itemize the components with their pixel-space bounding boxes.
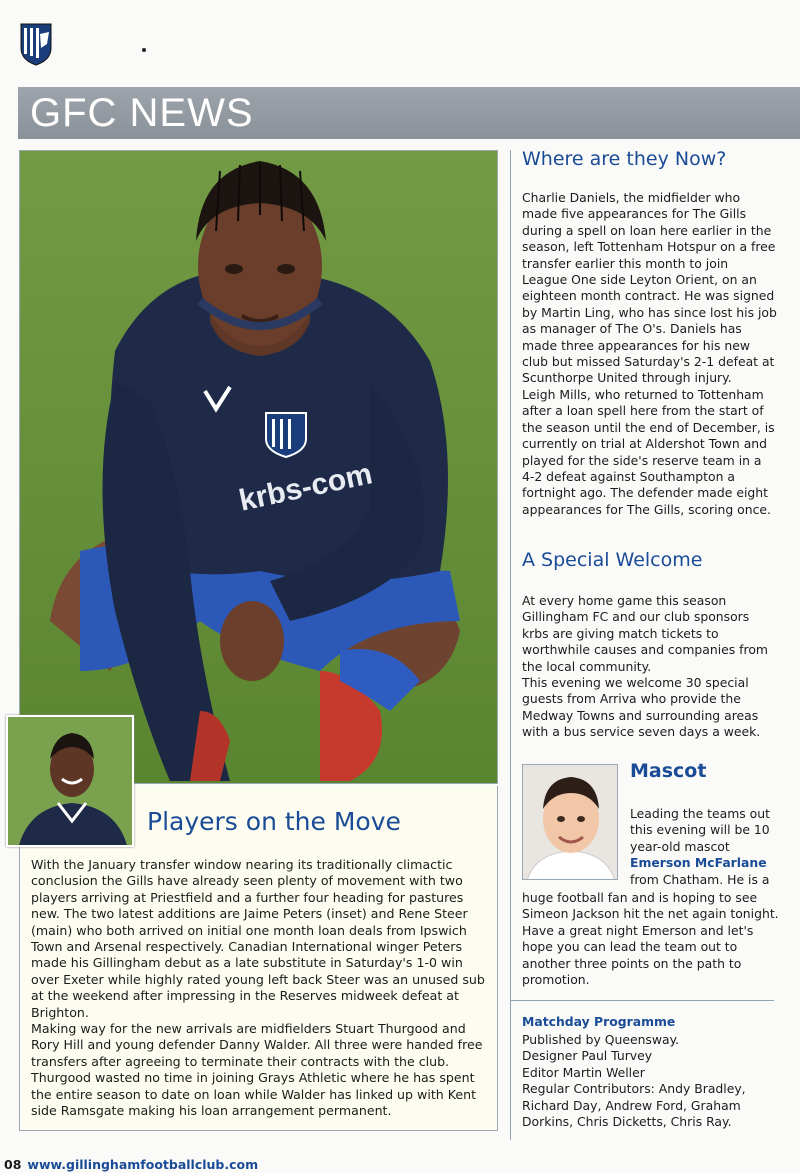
credits-line: Regular Contributors: Andy Bradley, bbox=[522, 1081, 746, 1097]
credits-heading: Matchday Programme bbox=[522, 1014, 676, 1029]
main-player-photo bbox=[19, 150, 498, 784]
page-footer bbox=[4, 1157, 258, 1172]
gillingham-crest-icon bbox=[20, 22, 52, 66]
column-divider bbox=[510, 150, 511, 1140]
mascot-body: huge football fan and is hoping to see Simeon Jackson hit the net again tonight. Have a great night Emerson and let's hope you can lead the team out to another three points on the path to promotion. bbox=[522, 890, 779, 988]
mascot-photo bbox=[522, 764, 618, 880]
shirt-sponsor-text: krbs-com bbox=[236, 457, 376, 518]
mascot-name: Emerson McFarlane bbox=[630, 855, 767, 871]
section-title: GFC NEWS bbox=[30, 91, 254, 135]
where-now-heading: Where are they Now? bbox=[522, 148, 727, 170]
mascot-intro bbox=[630, 806, 780, 888]
story-body: With the January transfer window nearing its traditionally climactic conclusion the Gills have already seen plenty of movement with two players arriving at Priestfield and a further four heading for pastures new. The two latest additions are Jaime Peters (inset) and Rene Steer (main) who both arrived on initial one month loan deals from Ipswich Town and Arsenal respectively. Canadian International winger Peters made his Gillingham debut as a late substitute in Saturday's 1-0 win over Exeter while highly rated young left back Steer was an unused sub at the weekend after impressing in the Reserves midweek defeat at Brighton. Making way for the new arrivals are midfielders Stuart Thurgood and Rory Hill and young defender Danny Walder. All three were handed free transfers after agreeing to terminate their contracts with the club. Thurgood wasted no time in joining Grays Athletic where he has spent the entire season to date on loan while Walder has linked up with Kent side Ramsgate making his loan arrangement permanent. bbox=[31, 857, 485, 1119]
page-number: 08 bbox=[4, 1157, 22, 1172]
credits-line: Published by Queensway. bbox=[522, 1032, 680, 1047]
inset-player-photo bbox=[6, 715, 134, 847]
decorative-dot bbox=[142, 48, 146, 52]
mascot-after-name: from Chatham. He is a bbox=[630, 871, 770, 887]
credits-line: Editor Martin Weller bbox=[522, 1064, 645, 1080]
welcome-heading: A Special Welcome bbox=[522, 549, 703, 571]
section-banner bbox=[18, 87, 800, 139]
where-now-body: Charlie Daniels, the midfielder who made five appearances for The Gills during a spell on loan here earlier in the season, left Tottenham Hotspur on a free transfer earlier this month to join League One side Leyton Orient, on an eighteen month contract. He was signed by Martin Ling, who has since lost his job as manager of The O's. Daniels has made three appearances for his new club but missed Saturday's 2-1 defeat at Scunthorpe United through injury. Leigh Mills, who returned to Tottenham after a loan spell here from the start of the season until the end of December, is currently on trial at Aldershot Town and played for the side's reserve team in a 4-2 defeat against Southampton a fortnight ago. The defender made eight appearances for The Gills, scoring once. bbox=[522, 190, 777, 517]
mascot-heading: Mascot bbox=[630, 760, 707, 782]
credits-list bbox=[522, 1032, 782, 1130]
credits-line: Richard Day, Andrew Ford, Graham bbox=[522, 1097, 741, 1113]
mascot-intro-text: Leading the teams out this evening will be 10 year-old mascot bbox=[630, 806, 770, 854]
credits-line: Dorkins, Chris Dicketts, Chris Ray. bbox=[522, 1114, 732, 1130]
story-title: Players on the Move bbox=[147, 807, 401, 836]
welcome-body: At every home game this season Gillingham FC and our club sponsors krbs are giving match tickets to worthwhile causes and companies from the local community. This evening we welcome 30 special guests from Arriva who provide the Medway Towns and surrounding areas with a bus service seven days a week. bbox=[522, 593, 769, 740]
credits-line: Designer Paul Turvey bbox=[522, 1048, 653, 1064]
credits-divider bbox=[510, 1000, 774, 1001]
club-url[interactable]: www.gillinghamfootballclub.com bbox=[27, 1157, 259, 1172]
